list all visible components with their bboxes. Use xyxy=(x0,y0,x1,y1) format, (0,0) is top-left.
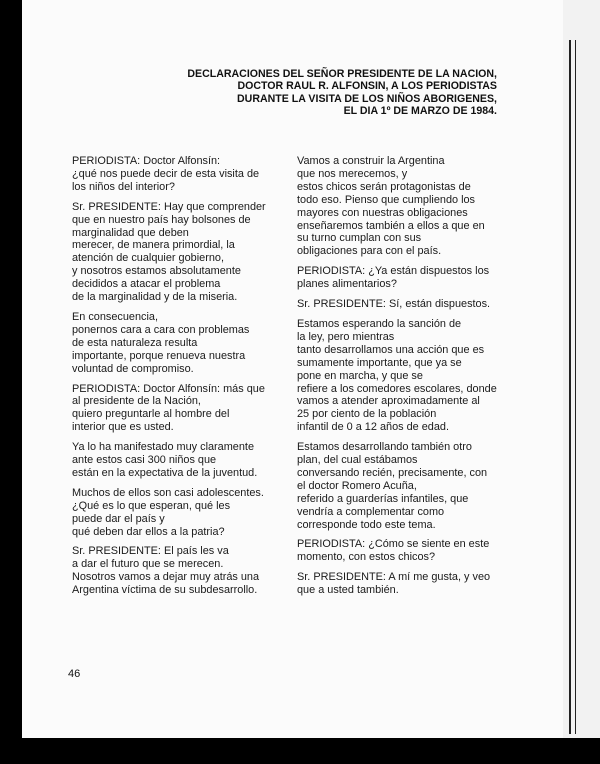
text-line: obligaciones para con el país. xyxy=(297,245,442,258)
text-line: merecer, de manera primordial, la xyxy=(72,239,235,252)
text-line: la ley, pero mientras xyxy=(297,330,395,343)
text-line: los niños del interior? xyxy=(72,180,175,193)
text-line: Sr. PRESIDENTE: Hay que comprender xyxy=(72,200,266,213)
page-number: 46 xyxy=(68,668,81,680)
text-line: atención de cualquier gobierno, xyxy=(72,252,224,265)
text-line: vamos a atender aproximadamente al xyxy=(297,395,480,408)
text-line: están en la expectativa de la juventud. xyxy=(72,466,258,479)
text-line: estos chicos serán protagonistas de xyxy=(297,180,471,193)
paragraph xyxy=(72,311,302,376)
title-line: DOCTOR RAUL R. ALFONSIN, A LOS PERIODISTAS xyxy=(237,80,497,93)
text-line: plan, del cual estábamos xyxy=(297,454,418,467)
right-text-column xyxy=(297,155,517,604)
paragraph xyxy=(72,383,302,435)
text-line: a dar el futuro que se merecen. xyxy=(72,558,224,571)
text-line: Vamos a construir la Argentina xyxy=(297,155,445,167)
text-line: Sr. PRESIDENTE: Sí, están dispuestos. xyxy=(297,298,491,311)
paragraph xyxy=(297,265,517,291)
paragraph xyxy=(72,487,302,539)
text-line: el doctor Romero Acuña, xyxy=(297,479,417,492)
text-line: Estamos esperando la sanción de xyxy=(297,317,462,330)
text-line: En consecuencia, xyxy=(72,310,158,323)
text-line: referido a guarderías infantiles, que xyxy=(297,492,469,505)
text-line: voluntad de compromiso. xyxy=(72,362,194,375)
text-line: qué deben dar ellos a la patria? xyxy=(72,525,225,538)
text-line: PERIODISTA: ¿Cómo se siente en este xyxy=(297,538,490,551)
text-line: sumamente importante, que ya se xyxy=(297,356,462,369)
paragraph xyxy=(297,441,517,531)
text-line: PERIODISTA: Doctor Alfonsín: xyxy=(72,155,221,167)
text-line: corresponde todo este tema. xyxy=(297,518,436,531)
text-line: que en nuestro país hay bolsones de xyxy=(72,213,251,226)
text-line: tanto desarrollamos una acción que es xyxy=(297,343,485,356)
text-line: ante estos casi 300 niños que xyxy=(72,454,217,467)
text-line: ¿Qué es lo que esperan, qué les xyxy=(72,499,231,512)
text-line: al presidente de la Nación, xyxy=(72,395,201,408)
text-line: Sr. PRESIDENTE: A mí me gusta, y veo xyxy=(297,571,491,584)
paragraph xyxy=(297,318,517,434)
paragraph xyxy=(72,545,302,597)
text-line: planes alimentarios? xyxy=(297,278,397,291)
text-line: de la marginalidad y de la miseria. xyxy=(72,291,238,304)
title-line: EL DIA 1º DE MARZO DE 1984. xyxy=(343,105,497,118)
text-line: infantil de 0 a 12 años de edad. xyxy=(297,421,449,434)
text-line: ¿qué nos puede decir de esta visita de xyxy=(72,167,260,180)
scan-edge-line xyxy=(575,40,576,734)
left-text-column xyxy=(72,155,302,604)
text-line: Estamos desarrollando también otro xyxy=(297,441,472,454)
paragraph xyxy=(72,155,302,194)
text-line: ponernos cara a cara con problemas xyxy=(72,323,250,336)
text-line: Argentina víctima de su subdesarrollo. xyxy=(72,584,258,597)
text-line: refiere a los comedores escolares, donde xyxy=(297,382,497,395)
title-line: DECLARACIONES DEL SEÑOR PRESIDENTE DE LA NACION, xyxy=(187,68,497,80)
text-line: PERIODISTA: ¿Ya están dispuestos los xyxy=(297,265,490,278)
text-line: importante, porque renueva nuestra xyxy=(72,349,246,362)
text-line: todo eso. Pienso que cumpliendo los xyxy=(297,193,475,206)
text-line: quiero preguntarle al hombre del xyxy=(72,408,230,421)
document-page xyxy=(22,0,563,738)
text-line: vendría a complementar como xyxy=(297,505,445,518)
text-line: su turno cumplan con sus xyxy=(297,232,422,245)
text-line: Nosotros vamos a dejar muy atrás una xyxy=(72,571,260,584)
text-line: de esta naturaleza resulta xyxy=(72,336,198,349)
text-line: marginalidad que deben xyxy=(72,226,189,239)
text-line: mayores con nuestras obligaciones xyxy=(297,206,468,219)
paragraph xyxy=(72,441,302,480)
text-line: decididos a atacar el problema xyxy=(72,278,221,291)
declaration-title xyxy=(182,68,497,118)
paragraph xyxy=(297,298,517,311)
text-line: PERIODISTA: Doctor Alfonsín: más que xyxy=(72,382,265,395)
text-line: enseñaremos también a ellos a que en xyxy=(297,219,485,232)
paragraph xyxy=(72,201,302,304)
scan-right-margin xyxy=(563,0,600,764)
text-line: momento, con estos chicos? xyxy=(297,551,436,564)
text-line: conversando recién, precisamente, con xyxy=(297,466,488,479)
paragraph xyxy=(297,571,517,597)
text-line: que nos merecemos, y xyxy=(297,167,408,180)
scan-bottom-border xyxy=(0,738,600,764)
text-line: Sr. PRESIDENTE: El país les va xyxy=(72,545,229,558)
text-line: Muchos de ellos son casi adolescentes. xyxy=(72,486,264,499)
text-line: Ya lo ha manifestado muy claramente xyxy=(72,441,255,454)
text-line: que a usted también. xyxy=(297,584,399,597)
title-line: DURANTE LA VISITA DE LOS NIÑOS ABORIGENES, xyxy=(237,92,497,105)
text-line: y nosotros estamos absolutamente xyxy=(72,265,241,278)
text-line: pone en marcha, y que se xyxy=(297,369,423,382)
paragraph xyxy=(297,538,517,564)
text-line: 25 por ciento de la población xyxy=(297,408,437,421)
paragraph xyxy=(297,155,517,258)
text-line: interior que es usted. xyxy=(72,421,174,434)
scan-edge-line xyxy=(569,40,571,734)
text-line: puede dar el país y xyxy=(72,512,165,525)
